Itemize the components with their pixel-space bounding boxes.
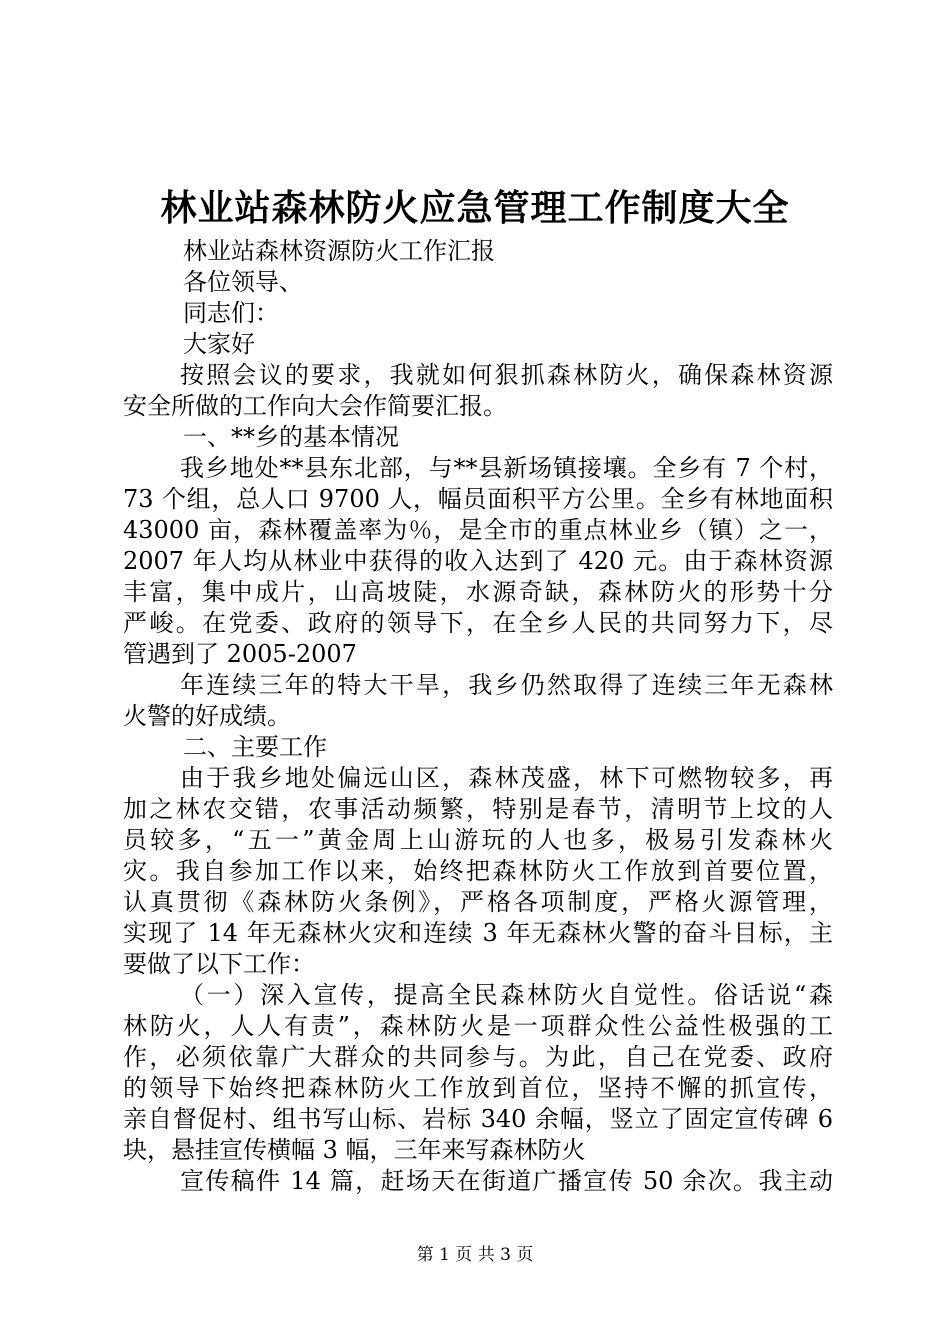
paragraph-line: 安全所做的工作向大会作简要汇报。 bbox=[123, 392, 507, 420]
paragraph-line: 73 个组，总人口 9700 人，幅员面积平方公里。全乡有林地面积 bbox=[123, 485, 833, 513]
page-footer: 第 1 页 共 3 页 bbox=[416, 1245, 534, 1265]
paragraph-line: 43000 亩，森林覆盖率为％，是全市的重点林业乡（镇）之一， bbox=[123, 516, 833, 544]
paragraph-line: 同志们： bbox=[183, 299, 279, 327]
paragraph-line: 年连续三年的特大干旱，我乡仍然取得了连续三年无森林 bbox=[180, 671, 833, 699]
paragraph-line: 加之林农交错，农事活动频繁，特别是春节，清明节上坟的人 bbox=[123, 795, 833, 823]
paragraph-line: 认真贯彻《森林防火条例》，严格各项制度，严格火源管理， bbox=[123, 888, 833, 916]
paragraph-line: 林业站森林资源防火工作汇报 bbox=[183, 237, 495, 265]
paragraph-line: 灾。我自参加工作以来，始终把森林防火工作放到首要位置， bbox=[123, 857, 833, 885]
document-title: 林业站森林防火应急管理工作制度大全 bbox=[160, 188, 790, 229]
paragraph-line: 我乡地处**县东北部，与**县新场镇接壤。全乡有 7 个村， bbox=[180, 454, 833, 482]
paragraph-line: 2007 年人均从林业中获得的收入达到了 420 元。由于森林资源 bbox=[123, 547, 833, 575]
section-heading: 一、**乡的基本情况 bbox=[183, 423, 399, 451]
paragraph-line: 员较多，“五一”黄金周上山游玩的人也多，极易引发森林火 bbox=[123, 826, 833, 854]
paragraph-line: 由于我乡地处偏远山区，森林茂盛，林下可燃物较多，再 bbox=[180, 764, 833, 792]
paragraph-line: 块，悬挂宣传横幅 3 幅，三年来写森林防火 bbox=[123, 1136, 586, 1164]
paragraph-line: 要做了以下工作： bbox=[123, 950, 315, 978]
paragraph-line: 严峻。在党委、政府的领导下，在全乡人民的共同努力下，尽 bbox=[123, 609, 833, 637]
paragraph-line: （一）深入宣传，提高全民森林防火自觉性。俗话说“森 bbox=[180, 981, 833, 1009]
section-heading: 二、主要工作 bbox=[183, 733, 327, 761]
paragraph-line: 大家好 bbox=[183, 330, 255, 358]
paragraph-line: 的领导下始终把森林防火工作放到首位，坚持不懈的抓宣传， bbox=[123, 1074, 833, 1102]
paragraph-line: 按照会议的要求，我就如何狠抓森林防火，确保森林资源 bbox=[180, 361, 833, 389]
paragraph-line: 各位领导、 bbox=[183, 268, 303, 296]
paragraph-line: 管遇到了 2005-2007 bbox=[123, 640, 357, 668]
paragraph-line: 林防火，人人有责”，森林防火是一项群众性公益性极强的工 bbox=[123, 1012, 833, 1040]
document-body bbox=[123, 236, 833, 1197]
paragraph-line: 火警的好成绩。 bbox=[123, 702, 291, 730]
paragraph-line: 实现了 14 年无森林火灾和连续 3 年无森林火警的奋斗目标，主 bbox=[123, 919, 833, 947]
paragraph-line: 亲自督促村、组书写山标、岩标 340 余幅，竖立了固定宣传碑 6 bbox=[123, 1105, 833, 1133]
paragraph-line: 宣传稿件 14 篇，赶场天在街道广播宣传 50 余次。我主动 bbox=[180, 1167, 833, 1195]
paragraph-line: 丰富，集中成片，山高坡陡，水源奇缺，森林防火的形势十分 bbox=[123, 578, 833, 606]
paragraph-line: 作，必须依靠广大群众的共同参与。为此，自己在党委、政府 bbox=[123, 1043, 833, 1071]
